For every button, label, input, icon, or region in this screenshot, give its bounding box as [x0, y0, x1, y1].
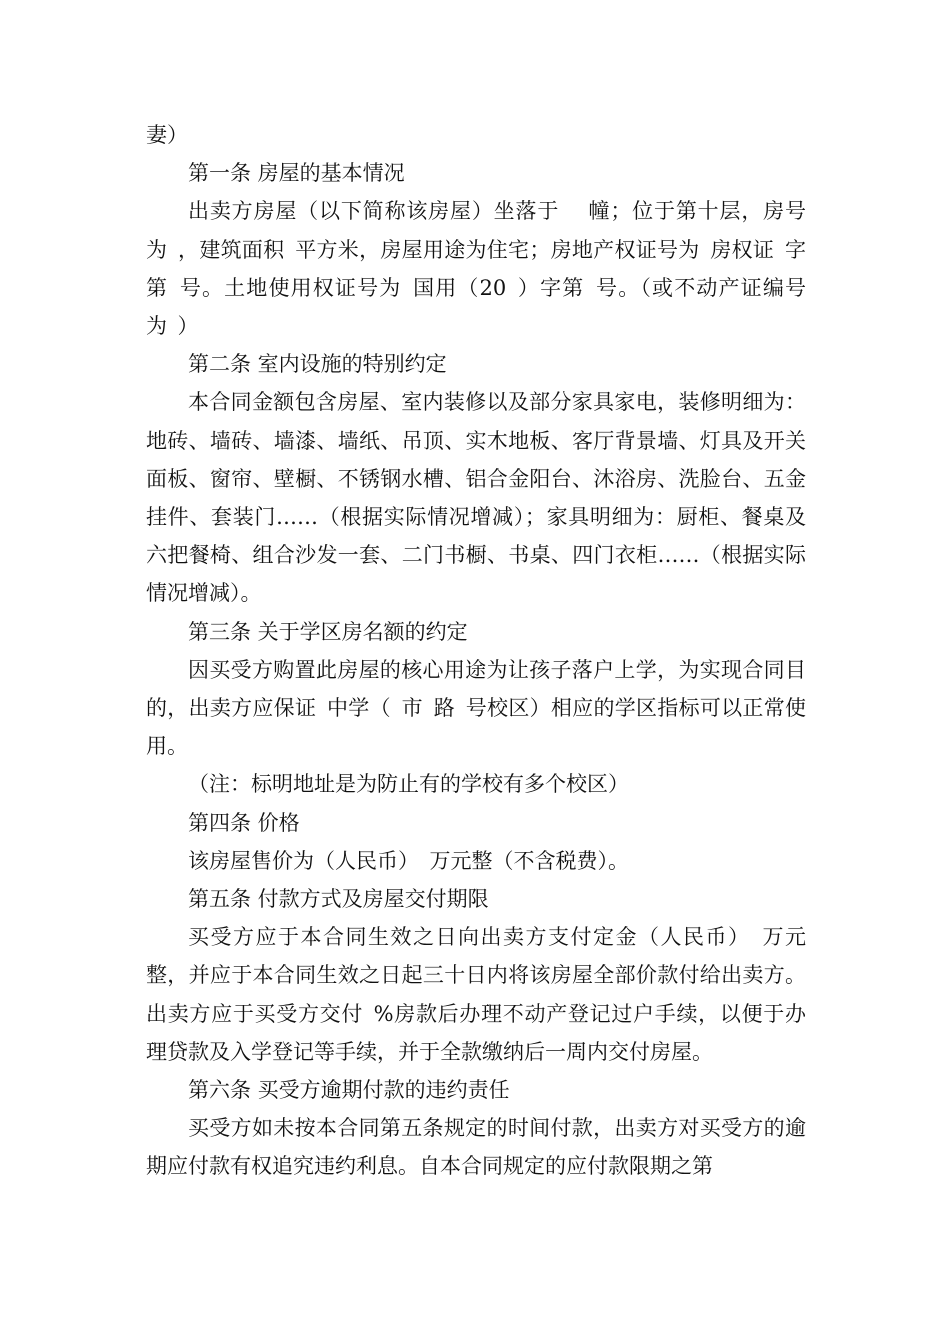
- article-3-body: 因买受方购置此房屋的核心用途为让孩子落户上学，为实现合同目的，出卖方应保证 中学（ 市 路 号校区）相应的学区指标可以正常使用。: [146, 657, 806, 759]
- document-page: [146, 116, 806, 1186]
- article-6-body: 买受方如未按本合同第五条规定的时间付款，出卖方对买受方的逾期应付款有权追究违约利息。自本合同规定的应付款限期之第: [146, 1116, 806, 1179]
- article-5-body: 买受方应于本合同生效之日向出卖方支付定金（人民币） 万元整，并应于本合同生效之日起三十日内将该房屋全部价款付给出卖方。出卖方应于买受方交付 %房款后办理不动产登记过户手续，以便于办理贷款及入学登记等手续，并于全款缴纳后一周内交付房屋。: [146, 925, 806, 1064]
- paragraph-continuation: 妻）: [146, 123, 188, 147]
- article-6-heading: 第六条 买受方逾期付款的违约责任: [188, 1078, 510, 1103]
- article-5-heading: 第五条 付款方式及房屋交付期限: [188, 887, 489, 912]
- article-1-body: 出卖方房屋（以下简称该房屋）坐落于 幢；位于第十层，房号为 ，建筑面积 平方米，房屋用途为住宅；房地产权证号为 房权证 字第 号。土地使用权证号为 国用（20 ）字第 号。（或不动产证编号为 ）: [146, 199, 806, 339]
- article-3-heading: 第三条 关于学区房名额的约定: [188, 619, 468, 644]
- article-4-heading: 第四条 价格: [188, 810, 300, 835]
- article-2-body: 本合同金额包含房屋、室内装修以及部分家具家电，装修明细为：地砖、墙砖、墙漆、墙纸、吊顶、实木地板、客厅背景墙、灯具及开关面板、窗帘、壁橱、不锈钢水槽、铝合金阳台、沐浴房、洗脸台、五金挂件、套装门……（根据实际情况增减）；家具明细为：厨柜、餐桌及六把餐椅、组合沙发一套、二门书橱、书桌、四门衣柜……（根据实际情况增减）。: [146, 390, 806, 606]
- article-1-heading: 第一条 房屋的基本情况: [188, 161, 405, 186]
- article-2-heading: 第二条 室内设施的特别约定: [188, 352, 447, 377]
- article-4-body: 该房屋售价为（人民币） 万元整（不含税费）。: [188, 848, 629, 873]
- article-3-note: （注：标明地址是为防止有的学校有多个校区）: [188, 772, 629, 797]
